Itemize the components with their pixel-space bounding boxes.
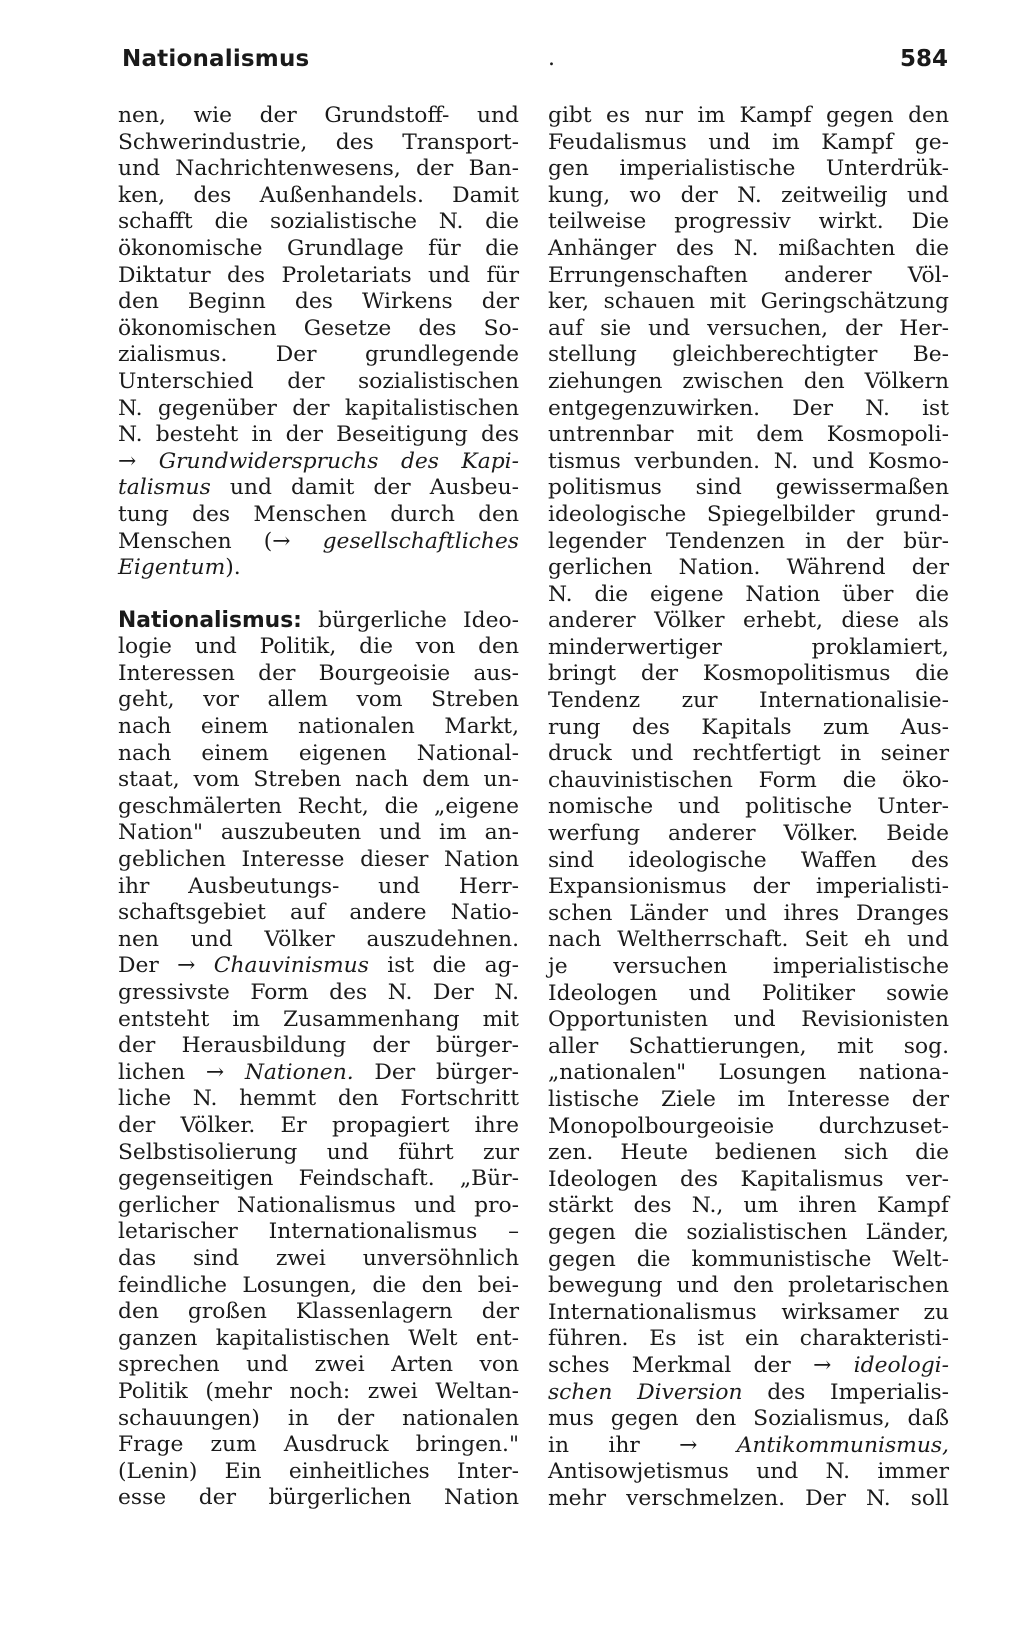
text-line [548, 741, 949, 768]
text-line [118, 980, 519, 1007]
line-text: bewegung und den proletarischen [548, 1273, 949, 1299]
text-line [548, 821, 949, 848]
text-line [118, 369, 519, 396]
text-line [118, 1406, 519, 1433]
text-line [118, 794, 519, 821]
line-text: Der [118, 953, 178, 979]
text-line [548, 1087, 949, 1114]
text-line [118, 1485, 519, 1512]
text-line [548, 449, 949, 476]
text-line [118, 927, 519, 954]
line-text: zen. Heute bedienen sich die [548, 1140, 949, 1166]
cross-reference: → Chauvinismus [177, 953, 369, 979]
line-text: ker, schauen mit Geringschätzung [548, 289, 949, 315]
text-line [548, 901, 949, 928]
line-text: schaftsgebiet auf andere Natio- [118, 900, 519, 926]
text-line [548, 848, 949, 875]
text-line [118, 342, 519, 369]
text-line [118, 687, 519, 714]
text-line [118, 953, 519, 980]
text-line [118, 1007, 519, 1034]
text-line [548, 555, 949, 582]
line-text: gressivste Form des N. Der N. [118, 980, 519, 1005]
text-line [118, 130, 519, 157]
text-line [118, 1326, 519, 1353]
line-text: Ideologen und Politiker sowie [548, 980, 949, 1006]
text-line [118, 1379, 519, 1406]
text-line [548, 927, 949, 954]
text-line [118, 555, 519, 582]
cross-reference: → Nationen. [205, 1059, 354, 1085]
text-line [548, 1380, 949, 1407]
text-line [548, 103, 949, 130]
text-line [118, 1140, 519, 1167]
line-text: geschmälerten Recht, die „eigene [118, 793, 519, 819]
cross-reference: → Grundwiderspruchs des Kapi- [118, 448, 519, 474]
text-line [548, 1007, 949, 1034]
cross-reference: → Antikommunismus, [679, 1432, 949, 1458]
line-text: ideologische Spiegelbilder grund- [548, 501, 949, 527]
text-line [118, 529, 519, 556]
text-line [548, 1167, 949, 1194]
text-line [118, 316, 519, 343]
cross-reference: → gesellschaftliches [272, 528, 519, 554]
line-text: gen imperialistische Unterdrük- [548, 156, 949, 182]
entry-headword: Nationalismus: [118, 607, 302, 633]
line-text: nach Weltherrschaft. Seit eh und [548, 927, 949, 953]
text-line [548, 1486, 949, 1513]
line-text: legender Tendenzen in der bür- [548, 528, 949, 554]
text-line [118, 634, 519, 661]
text-line [118, 156, 519, 183]
line-text: N. die eigene Nation über die [548, 581, 949, 607]
line-text: letarischer Internationalismus – [118, 1219, 519, 1245]
text-line [118, 1033, 519, 1060]
line-text: chauvinistischen Form die öko- [548, 767, 949, 793]
line-text: aller Schattierungen, mit sog. [548, 1033, 949, 1059]
line-text: (Lenin) Ein einheitliches Inter- [118, 1458, 519, 1484]
line-text: liche N. hemmt den Fortschritt [118, 1086, 519, 1112]
line-text: Errungenschaften anderer Völ- [548, 262, 949, 288]
line-text: nach einem nationalen Markt, [118, 714, 519, 740]
line-text: N. besteht in der Beseitigung des [118, 422, 519, 448]
line-text: esse der bürgerlichen Nation [118, 1485, 519, 1511]
text-line [118, 209, 519, 236]
line-text: bürgerliche Ideo- [301, 607, 519, 633]
line-text: sind ideologische Waffen des [548, 847, 949, 873]
line-text: Politik (mehr noch: zwei Weltan- [118, 1378, 519, 1404]
line-text: gibt es nur im Kampf gegen den [548, 103, 949, 128]
text-line [118, 502, 519, 529]
line-text: in ihr [548, 1432, 680, 1458]
line-text: ist die ag- [368, 953, 519, 979]
text-line [548, 422, 949, 449]
text-line [118, 1246, 519, 1273]
line-text: mehr verschmelzen. Der N. soll [548, 1485, 949, 1511]
line-text: gegen die sozialistischen Länder, [548, 1219, 949, 1245]
line-text: Nation" auszubeuten und im an- [118, 820, 519, 846]
text-line [548, 981, 949, 1008]
text-line [548, 1406, 949, 1433]
text-line [548, 1326, 949, 1353]
line-text: ganzen kapitalistischen Welt ent- [118, 1325, 519, 1351]
line-text: Interessen der Bourgeoisie aus- [118, 660, 519, 686]
line-text: politismus sind gewissermaßen [548, 475, 949, 501]
line-text: geht, vor allem vom Streben [118, 687, 519, 713]
text-line [118, 289, 519, 316]
line-text: lichen [118, 1059, 206, 1085]
line-text: Internationalismus wirksamer zu [548, 1299, 949, 1325]
line-text: Antisowjetismus und N. immer [548, 1459, 949, 1485]
line-text: das sind zwei unversöhnlich [118, 1245, 519, 1271]
text-line [118, 1193, 519, 1220]
text-line [118, 263, 519, 290]
text-line [548, 263, 949, 290]
line-text: und damit der Ausbeu- [210, 475, 519, 501]
text-line [118, 661, 519, 688]
text-line [118, 820, 519, 847]
text-line [548, 502, 949, 529]
text-line [548, 475, 949, 502]
text-line [548, 582, 949, 609]
line-text: geblichen Interesse dieser Nation [118, 847, 519, 873]
line-text: auf sie und versuchen, der Her- [548, 315, 949, 341]
text-line [548, 236, 949, 263]
text-line [118, 1273, 519, 1300]
line-text: Expansionismus der imperialisti- [548, 874, 949, 900]
line-text: werfung anderer Völker. Beide [548, 821, 949, 847]
line-text: je versuchen imperialistische [548, 954, 949, 979]
line-text: Opportunisten und Revisionisten [548, 1007, 949, 1033]
line-text: entgegenzuwirken. Der N. ist [548, 395, 949, 421]
text-line [548, 715, 949, 742]
text-line [118, 103, 519, 130]
cross-reference: Eigentum [118, 555, 226, 581]
text-line [118, 1299, 519, 1326]
text-line [548, 289, 949, 316]
text-line [548, 1433, 949, 1460]
text-line [118, 1060, 519, 1087]
running-header [120, 46, 948, 86]
text-line [118, 396, 519, 423]
text-line [118, 874, 519, 901]
line-text: gegen die kommunistische Welt- [548, 1246, 949, 1272]
line-text: tung des Menschen durch den [118, 501, 519, 527]
line-text: gerlichen Nation. Während der [548, 555, 949, 581]
text-line [118, 900, 519, 927]
page-number: 584 [899, 46, 948, 72]
line-text: Feudalismus und im Kampf ge- [548, 129, 949, 155]
line-text: mus gegen den Sozialismus, daß [548, 1406, 949, 1432]
line-text: ihr Ausbeutungs- und Herr- [118, 873, 519, 899]
text-line [118, 1166, 519, 1193]
text-line [548, 954, 949, 981]
left-column [118, 103, 519, 1512]
line-text: stärkt des N., um ihren Kampf [548, 1193, 949, 1219]
text-line [548, 1140, 949, 1167]
text-line [118, 236, 519, 263]
text-line [548, 316, 949, 343]
line-text: listische Ziele im Interesse der [548, 1086, 949, 1112]
line-text: Schwerindustrie, des Transport- [118, 129, 519, 155]
line-text: untrennbar mit dem Kosmopoli- [548, 422, 949, 448]
text-line [548, 1247, 949, 1274]
line-text: teilweise progressiv wirkt. Die [548, 209, 949, 235]
line-text: und Nachrichtenwesens, der Ban- [118, 156, 519, 182]
line-text: druck und rechtfertigt in seiner [548, 741, 949, 767]
line-text: schauungen) in der nationalen [118, 1405, 519, 1431]
line-text: nomische und politische Unter- [548, 794, 949, 820]
line-text: feindliche Losungen, die den bei- [118, 1272, 519, 1298]
line-text: nen, wie der Grundstoff- und [118, 103, 519, 128]
line-text: ziehungen zwischen den Völkern [548, 368, 949, 394]
text-line [548, 1220, 949, 1247]
line-text: Tendenz zur Internationalisie- [548, 688, 949, 714]
text-line [118, 475, 519, 502]
text-line [548, 396, 949, 423]
line-text: logie und Politik, die von den [118, 634, 519, 660]
text-line [548, 1193, 949, 1220]
line-text: des Imperialis- [742, 1379, 949, 1405]
text-line [548, 768, 949, 795]
line-text: „nationalen" Losungen nationa- [548, 1060, 949, 1086]
text-line [548, 608, 949, 635]
text-line [548, 156, 949, 183]
text-line [548, 688, 949, 715]
cross-reference: talismus [118, 475, 211, 501]
line-text: den Beginn des Wirkens der [118, 289, 519, 315]
text-line [548, 342, 949, 369]
line-text: gerlicher Nationalismus und pro- [118, 1192, 519, 1218]
text-line [548, 661, 949, 688]
line-text: nen und Völker auszudehnen. [118, 926, 519, 952]
line-text: der Herausbildung der bürger- [118, 1033, 519, 1059]
line-text: ökonomischen Gesetze des So- [118, 315, 519, 341]
line-text: N. gegenüber der kapitalistischen [118, 395, 519, 421]
line-text: Menschen ( [118, 528, 273, 554]
text-line [548, 635, 949, 662]
line-text: gegenseitigen Feindschaft. „Bür- [118, 1166, 519, 1192]
header-dot: . [548, 46, 555, 71]
line-text: Frage zum Ausdruck bringen." [118, 1432, 519, 1458]
text-line [118, 767, 519, 794]
text-line [548, 1300, 949, 1327]
line-text: rung des Kapitals zum Aus- [548, 714, 949, 740]
text-line [118, 183, 519, 210]
line-text: ). [225, 555, 241, 581]
line-text: Der bürger- [353, 1059, 519, 1085]
line-text: sprechen und zwei Arten von [118, 1352, 519, 1378]
line-text: Anhänger des N. mißachten die [548, 235, 949, 261]
text-line [548, 1034, 949, 1061]
line-text: kung, wo der N. zeitweilig und [548, 182, 949, 208]
line-text: sches Merkmal der [548, 1352, 814, 1378]
text-line [118, 1113, 519, 1140]
line-text: ökonomische Grundlage für die [118, 235, 519, 261]
line-text: Unterschied der sozialistischen [118, 368, 519, 394]
line-text: führen. Es ist ein charakteristi- [548, 1326, 949, 1352]
line-text: der Völker. Er propagiert ihre [118, 1112, 519, 1138]
text-line [548, 1459, 949, 1486]
text-line [118, 741, 519, 768]
text-line [548, 209, 949, 236]
text-line [118, 608, 519, 635]
text-line [118, 1432, 519, 1459]
paragraph-gap [118, 582, 519, 608]
line-text: bringt der Kosmopolitismus die [548, 661, 949, 687]
line-text: schen Länder und ihres Dranges [548, 900, 949, 926]
line-text: minderwertiger proklamiert, [548, 634, 949, 660]
text-line [548, 1353, 949, 1380]
line-text: Ideologen des Kapitalismus ver- [548, 1166, 949, 1192]
text-line [118, 1352, 519, 1379]
line-text: Monopolbourgeoisie durchzuset- [548, 1113, 949, 1139]
text-line [118, 449, 519, 476]
text-line [118, 1219, 519, 1246]
cross-reference: → ideologi- [813, 1352, 949, 1378]
line-text: stellung gleichberechtigter Be- [548, 342, 949, 368]
text-line [548, 183, 949, 210]
cross-reference: schen Diversion [548, 1379, 743, 1405]
text-line [548, 1060, 949, 1087]
text-line [118, 1086, 519, 1113]
line-text: Selbstisolierung und führt zur [118, 1139, 519, 1165]
text-line [548, 1273, 949, 1300]
text-line [548, 1114, 949, 1141]
line-text: staat, vom Streben nach dem un- [118, 767, 519, 793]
text-line [118, 422, 519, 449]
line-text: Diktatur des Proletariats und für [118, 262, 519, 288]
text-line [548, 130, 949, 157]
text-line [118, 714, 519, 741]
line-text: tismus verbunden. N. und Kosmo- [548, 448, 949, 474]
running-head-title: Nationalismus [122, 46, 310, 72]
line-text: zialismus. Der grundlegende [118, 342, 519, 368]
text-line [548, 874, 949, 901]
line-text: entsteht im Zusammenhang mit [118, 1006, 519, 1032]
line-text: ken, des Außenhandels. Damit [118, 182, 519, 208]
text-line [118, 847, 519, 874]
line-text: anderer Völker erhebt, diese als [548, 608, 949, 634]
line-text: den großen Klassenlagern der [118, 1299, 519, 1325]
text-line [548, 369, 949, 396]
line-text: nach einem eigenen National- [118, 740, 519, 766]
right-column [548, 103, 949, 1512]
text-line [118, 1459, 519, 1486]
line-text: schafft die sozialistische N. die [118, 209, 519, 235]
text-line [548, 794, 949, 821]
text-line [548, 529, 949, 556]
